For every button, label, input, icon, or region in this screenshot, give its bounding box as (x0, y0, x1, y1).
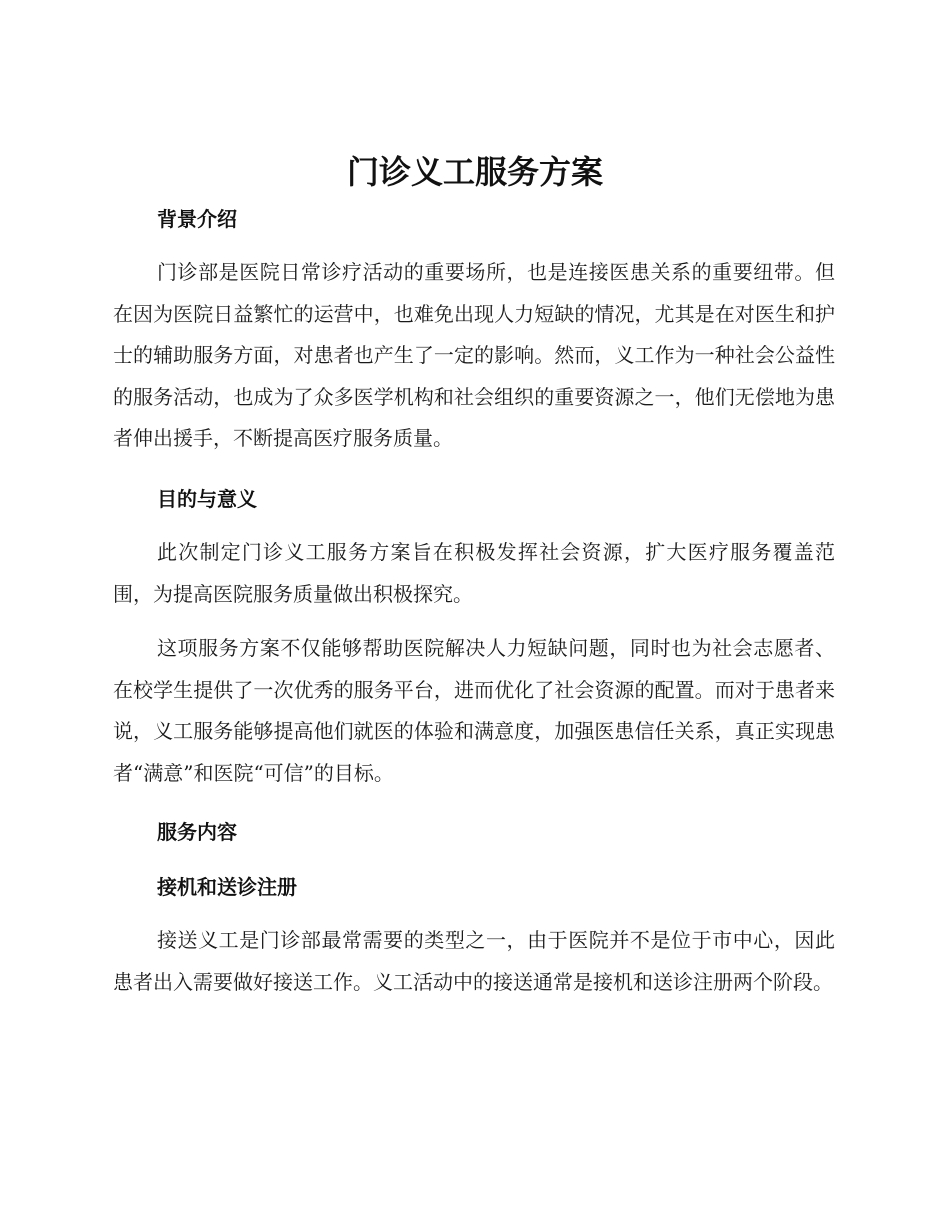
paragraph-services-1: 接送义工是门诊部最常需要的类型之一，由于医院并不是位于市中心，因此患者出入需要做好接送工作。义工活动中的接送通常是接机和送诊注册两个阶段。 (113, 928, 835, 994)
paragraph-purpose-2: 这项服务方案不仅能够帮助医院解决人力短缺问题，同时也为社会志愿者、在校学生提供了一次优秀的服务平台，进而优化了社会资源的配置。而对于患者来说，义工服务能够提高他们就医的体验和满意度，加强医患信任关系，真正实现患者“满意”和医院“可信”的目标。 (113, 636, 835, 785)
paragraph-purpose-1: 此次制定门诊义工服务方案旨在积极发挥社会资源，扩大医疗服务覆盖范围，为提高医院服务质量做出积极探究。 (113, 540, 835, 606)
document-title: 门诊义工服务方案 (346, 153, 603, 191)
section-heading-services: 服务内容 (157, 820, 237, 844)
section-heading-background: 背景介绍 (157, 207, 237, 231)
paragraph-background: 门诊部是医院日常诊疗活动的重要场所，也是连接医患关系的重要纽带。但在因为医院日益繁忙的运营中，也难免出现人力短缺的情况，尤其是在对医生和护士的辅助服务方面，对患者也产生了一定的影响。然而，义工作为一种社会公益性的服务活动，也成为了众多医学机构和社会组织的重要资源之一，他们无偿地为患者伸出援手，不断提高医疗服务质量。 (113, 260, 835, 450)
section-heading-purpose: 目的与意义 (157, 487, 257, 511)
subsection-heading-pickup: 接机和送诊注册 (157, 875, 297, 899)
